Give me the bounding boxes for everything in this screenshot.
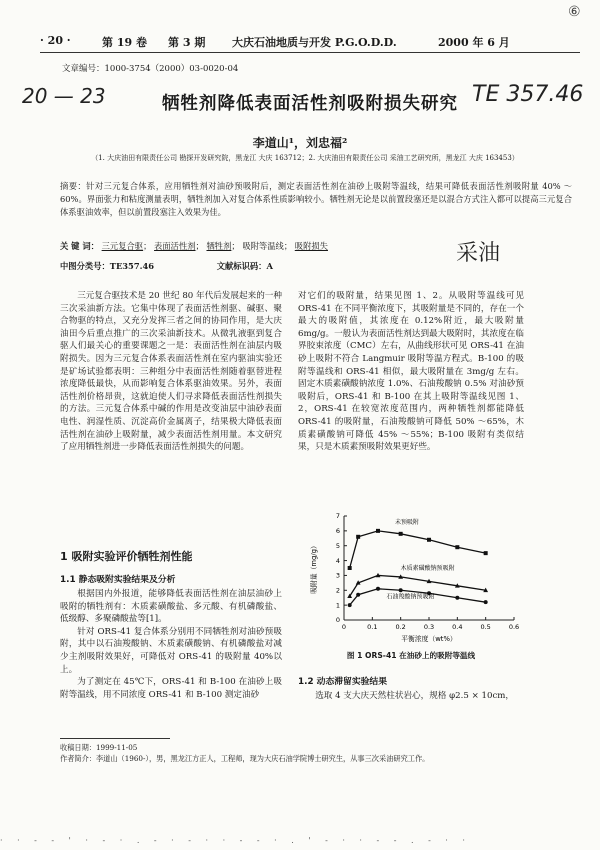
section-1-heading: 1 吸附实验评价牺牲剂性能 (60, 550, 193, 563)
clc-number: 中图分类号：TE357.46 (60, 261, 155, 271)
x-tick-label: 0.2 (395, 623, 406, 631)
x-tick-label: 0 (341, 623, 347, 631)
issue: 第 3 期 (168, 36, 206, 49)
keyword: 牺牲剂 (206, 241, 232, 251)
series-label: 木质素磺酸钠预吸附 (400, 565, 455, 573)
y-tick-label: 0 (335, 616, 340, 625)
keyword: 吸附损失 (294, 241, 328, 251)
paper-title: 牺牲剂降低表面活性剂吸附损失研究 (162, 94, 458, 114)
intro-paragraph: 三元复合驱技术是 20 世纪 80 年代后发展起来的一种三次采油新方法。它集中体现了表面活性剂驱、碱驱、聚合物驱的特点，又充分发挥三者之间的协同作用，是大庆油田今后重点推广的三次采油新技术。从微乳液驱到复合驱人们最关心的重要课题之一是：表面活性剂在油层内吸附损失。因为三元复合体系表面活性剂在室内驱油实验还是矿场试验都表明：三种组分中表面活性剂随着驱替进程浓度降低最快，从而影响复合体系驱油效果。另外，表面活性剂价格昂贵，这就迫使人们寻求降低表面活性剂损失的方法。三元复合体系中碱的作用是改变油层中油砂表面电性、润湿性质、沉淀高价金属离子，结果极大降低表面活性剂在油砂上吸附量，减少表面活性剂用量。本文研究了应用牺牲剂进一步降低表面活性剂损失的问题。 (60, 291, 282, 453)
volume: 第 19 卷 (102, 36, 147, 49)
y-tick-label: 3 (335, 571, 340, 580)
results-paragraph: 对它们的吸附量，结果见图 1、2。从吸附等温线可见 ORS-41 在不同平衡浓度下，其吸附量是不同的，存在一个最大的吸附值，其浓度在 0.12%附近，最大吸附量 6mg/g。一般认为表面活性剂达到最大吸附时，其浓度在临界胶束浓度（CMC）左右，从曲线形状可见 ORS-41 在油砂上吸附不符合 Langmuir 吸附等温方程式。B-100 的吸附等温线和 ORS-41 相似，最大吸附量在 3mg/g 左右。固定木质素磺酸钠浓度 1.0%、石油羧酸钠 0.5% 对油砂预吸附后，ORS-41 和 B-100 在其上吸附等温线见图 1、2，ORS-41 在较宽浓度范围内，两种牺牲剂都能降低 ORS-41 的吸附量，石油羧酸钠可降低 50% ～65%，木质素磺酸钠可降低 45% ～55%；B-100 吸附有类似结果，只是木质素预吸附效果更好些。 (298, 291, 524, 453)
data-point (455, 545, 459, 549)
y-tick-label: 7 (335, 512, 340, 521)
section-1-1-heading: 1.1 静态吸附实验结果及分析 (60, 575, 176, 585)
handwritten-class-code: TE 357.46 (472, 82, 584, 107)
data-point (399, 532, 403, 536)
x-axis-label: 平衡浓度（wt%） (401, 635, 457, 643)
section-1-1-body: 根据国内外报道，能够降低表面活性剂在油层油砂上吸附的牺牲剂有：木质素磺酸盐、多元酸、有机磷酸盐、低级醇、多聚磷酸盐等[1]。 针对 ORS-41 复合体系分别用不同牺牲剂对油砂预吸附，其中以石油羧酸钠、木质素磺酸钠、有机磷酸盐对减少主剂吸附效果好，可降低对 ORS-41 的吸附量 40%以上。 为了测定在 45℃下，ORS-41 和 B-100 在油砂上吸附等温线，用不同浓度 ORS-41 和 B-100 测定油砂 (60, 589, 282, 700)
keyword: 吸附等温线 (242, 241, 284, 251)
keywords-label: 关 键 词： (60, 241, 99, 251)
article-number: 文章编号：1000-3754（2000）03-0020-04 (62, 64, 239, 74)
author-bio: 作者简介：李道山（1960-），男，黑龙江方正人，工程师，现为大庆石油学院博士研究生，从事三次采油研究工作。 (60, 754, 430, 763)
y-tick-label: 5 (335, 541, 340, 550)
figure-1-caption: 图 1 ORS-41 在油砂上的吸附等温线 (346, 651, 476, 660)
section-1-2-heading: 1.2 动态滞留实验结果 (298, 677, 388, 687)
abstract: 摘要：针对三元复合体系，应用牺牲剂对油砂预吸附后，测定表面活性剂在油砂上吸附等温线，结果可降低表面活性剂吸附量 40% ～60%。界面张力和粘度测量表明，牺牲剂加入对复合体系性质影响较小。牺牲剂无论是以前置段塞还是以混合方式注入都可以提高三元复合体系驱油效率，但以前置段塞注入效果为佳。 (60, 181, 572, 217)
data-point (356, 593, 360, 597)
data-point (427, 538, 431, 542)
document-code: 文献标识码：A (216, 261, 273, 271)
handwritten-note: 采油 (456, 241, 501, 266)
keywords: 关 键 词： 三元复合驱； 表面活性剂； 牺牲剂； 吸附等温线； 吸附损失 (60, 241, 328, 251)
data-point (348, 566, 352, 570)
data-point (484, 551, 488, 555)
series-label: 未预吸附 (395, 519, 420, 527)
series-label: 石油羧酸钠预吸附 (386, 593, 435, 601)
x-tick-label: 0.5 (480, 623, 491, 631)
affiliation: （1. 大庆油田有限责任公司 勘探开发研究院，黑龙江 大庆 163712；2. 大庆油田有限责任公司 采油工艺研究所，黑龙江 大庆 163453） (91, 154, 519, 162)
x-tick-label: 0.3 (423, 623, 435, 631)
keyword: 表面活性剂 (154, 241, 196, 251)
y-tick-label: 2 (335, 586, 340, 595)
series-line (350, 531, 486, 568)
data-point (348, 603, 352, 607)
journal-name: 大庆石油地质与开发 P.G.O.D.D. (232, 36, 397, 49)
data-point (455, 596, 459, 600)
issue-date: 2000 年 6 月 (438, 36, 510, 49)
classification (60, 260, 420, 272)
authors: 李道山¹，刘忠福² (252, 136, 348, 150)
page-number: · 20 · (40, 34, 71, 47)
page-edge-marks: · · - - ' · - · . - · - · · - - · . ' - · · - - . - · · (0, 836, 471, 845)
data-point (356, 535, 360, 539)
data-point (399, 588, 403, 592)
running-header (40, 30, 580, 50)
section-1-2-body: 选取 4 支大庆天然柱状岩心，规格 φ2.5 × 10cm， (315, 691, 515, 701)
x-tick-label: 0.6 (508, 623, 520, 631)
y-tick-label: 1 (335, 601, 340, 610)
data-point (376, 587, 380, 591)
keyword: 三元复合驱 (101, 241, 144, 251)
header-rule (40, 52, 580, 53)
x-tick-label: 0.4 (452, 623, 463, 631)
handwritten-page-range: 20 — 23 (22, 84, 106, 108)
received-date: 收稿日期：1999-11-05 (60, 743, 138, 752)
y-axis-label: 吸附量（mg/g） (310, 542, 318, 594)
x-tick-label: 0.1 (367, 623, 378, 631)
footnote-rule (60, 738, 170, 739)
y-tick-label: 6 (335, 527, 340, 536)
footnotes (60, 742, 572, 764)
adsorption-isotherm-chart (306, 508, 524, 648)
y-tick-label: 4 (335, 556, 340, 565)
corner-mark: ⑥ (568, 4, 581, 20)
data-point (376, 529, 380, 533)
data-point (484, 600, 488, 604)
